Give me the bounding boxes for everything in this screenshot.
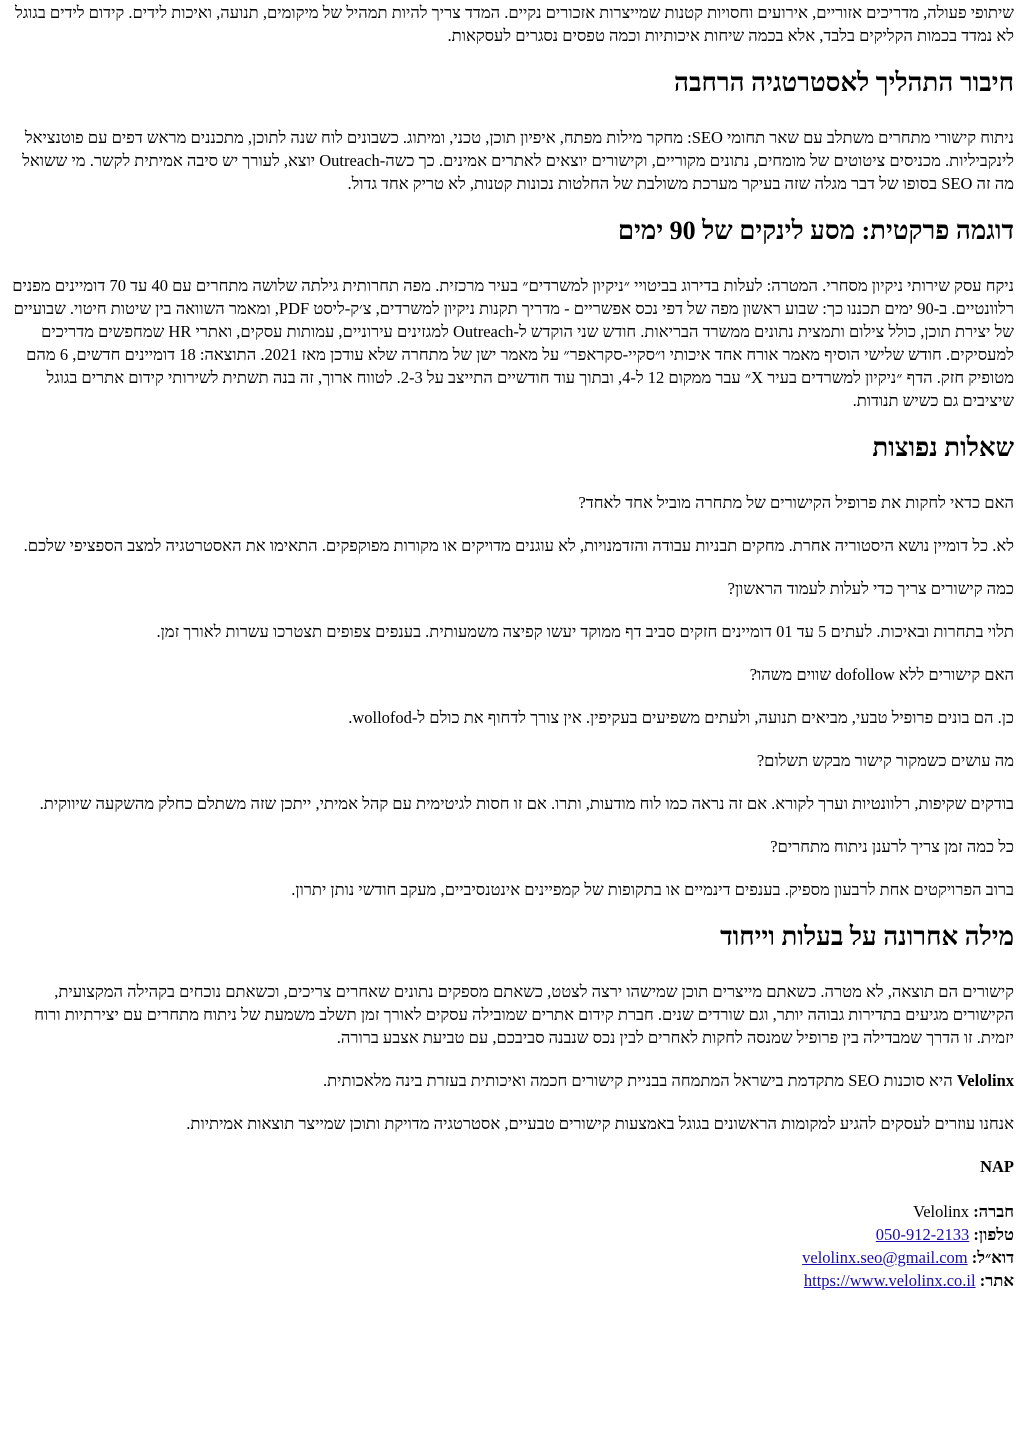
intro-paragraph: שיתופי פעולה, מדריכים אזוריים, אירועים וחסויות קטנות שמייצרות אזכורים נקיים. המדד צריך להיות תמהיל של מיקומים, תנועה, ואיכות לידים. קידום לידים בגוגל לא נמדד בכמות הקליקים בלבד, אלא בכמה שיחות איכותיות וכמה טפסים נסגרים לעסקאות. [14, 3, 1014, 45]
about-brand: Velolinx [956, 1071, 1014, 1090]
section-heading-integration: חיבור התהליך לאסטרטגיה הרחבה [674, 68, 1014, 97]
faq-answer-2: תלוי בתחרות ובאיכות. לעתים 5 עד 01 דומיינים חזקים סביב דף ממוקד יעשו קפיצה משמעותית. בענפים צפופים תצטרכו עשרות לאורך זמן. [156, 622, 1014, 641]
faq-answer-3: כן. הם בונים פרופיל טבעי, מביאים תנועה, ולעתים משפיעים בעקיפין. אין צורך לדחוף את כולם ל-wollofod. [348, 708, 1014, 727]
nap-email-label: דוא״ל: [971, 1248, 1014, 1267]
section-heading-closing: מילה אחרונה על בעלות וייחוד [720, 922, 1014, 951]
nap-site-label: אתר: [979, 1271, 1014, 1290]
about-text: היא סוכנות SEO מתקדמת בישראל המתמחה בבניית קישורים חכמה ואיכותית בעזרת בינה מלאכותית. [322, 1071, 957, 1090]
mission-paragraph: אנחנו עוזרים לעסקים להגיע למקומות הראשונים בגוגל באמצעות קישורים טבעיים, אסטרטגיה מדויקת ותוכן שמייצר תוצאות אמיתיות. [186, 1114, 1014, 1133]
faq-answer-5: ברוב הפרויקטים אחת לרבעון מספיק. בענפים דינמיים או בתקופות של קמפיינים אינטנסיביים, מעקב חודשי נותן יתרון. [291, 880, 1014, 899]
faq-question-1: האם כדאי לחקות את פרופיל הקישורים של מתחרה מוביל אחד לאחד? [578, 493, 1014, 512]
email-link[interactable]: velolinx.seo@gmail.com [802, 1248, 968, 1267]
faq-question-4: מה עושים כשמקור קישור מבקש תשלום? [756, 751, 1014, 770]
faq-answer-1: לא. כל דומיין נושא היסטוריה אחרת. מחקים תבניות עבודה והזדמנויות, לא עוגנים מדויקים או מקורות מפוקפקים. התאימו את האסטרטגיה למצב הספציפי שלכם. [23, 536, 1014, 555]
nap-company-label: חברה: [973, 1202, 1014, 1221]
nap-phone-row [10, 1223, 1014, 1246]
article-page [0, 1, 1024, 1292]
nap-company-row [10, 1200, 1014, 1223]
about-paragraph [10, 1069, 1014, 1092]
faq-answer-4: בודקים שקיפות, רלוונטיות וערך לקורא. אם זה נראה כמו לוח מודעות, ותרו. אם זו חסות לגיטימית עם קהל אמיתי, ייתכן שזה משתלם כחלק מהשקעה שיווקית. [39, 794, 1014, 813]
nap-email-row [10, 1246, 1014, 1269]
phone-link[interactable]: 050-912-2133 [875, 1225, 970, 1244]
nap-title: NAP [980, 1157, 1014, 1176]
nap-site-row [10, 1269, 1014, 1292]
section-heading-faq: שאלות נפוצות [872, 433, 1014, 462]
nap-company-value: Velolinx [913, 1202, 970, 1221]
faq-question-3: האם קישורים ללא dofollow שווים משהו? [749, 665, 1014, 684]
example-paragraph: ניקח עסק שירותי ניקיון מסחרי. המטרה: לעלות בדירוג בביטויי ״ניקיון למשרדים״ בעיר מרכזית. מפה תחרותית גילתה שלושה מתחרים עם 40 עד 70 דומיינים מפנים רלוונטיים. ב-90 ימים תכננו כך: שבוע ראשון מפה של דפי נכס אפשריים - מדריך תקנות ניקיון למשרדים, צ׳ק-ליסט PDF, ומאמר השוואה בין שיטות חיטוי. שבועיים של יצירת תוכן, כולל צילום ותמצית נתונים ממשרד הבריאות. חודש שני הוקדש ל-Outreach למגזינים עירוניים, עמותות עסקים, ואתרי HR שמחפשים מדריכים למעסיקים. חודש שלישי הוסיף מאמר אורח אחד איכותי ו״סקיי-סקראפר״ על מאמר ישן של מתחרה שלא עודכן מאז 2021. התוצאה: 18 דומיינים חדשים, 6 מהם מטופיק חזק. הדף ״ניקיון למשרדים בעיר X״ עבר ממקום 12 ל-4, ובתוך עוד חודשיים התייצב על 2-3. לטווח ארוך, זה בנה תשתית לשירותי קידום אתרים בגוגל שיציבים גם כשיש תנודות. [12, 276, 1014, 410]
nap-phone-label: טלפון: [973, 1225, 1014, 1244]
faq-question-5: כל כמה זמן צריך לרענן ניתוח מתחרים? [770, 837, 1014, 856]
section-heading-example: דוגמה פרקטית: מסע לינקים של 90 ימים [617, 216, 1014, 245]
website-link[interactable]: https://www.velolinx.co.il [803, 1271, 976, 1290]
integration-paragraph: ניתוח קישורי מתחרים משתלב עם שאר תחומי SEO: מחקר מילות מפתח, איפיון תוכן, טכני, ומיתוג. כשבונים לוח שנה לתוכן, מתכננים מראש דפים עם פוטנציאל לינקביליות. מכניסים ציטוטים של מומחים, נתונים מקוריים, וקישורים יוצאים לאתרים אמינים. כך כשה-Outreach יוצא, לעורך יש סיבה אמיתית לקשר. מי ששואל מה זה SEO בסופו של דבר מגלה שזה בעיקר מערכת משולבת של החלטות נכונות קטנות, לא טריק אחד גדול. [22, 128, 1014, 193]
faq-question-2: כמה קישורים צריך כדי לעלות לעמוד הראשון? [727, 579, 1014, 598]
closing-paragraph: קישורים הם תוצאה, לא מטרה. כשאתם מייצרים תוכן שמישהו ירצה לצטט, כשאתם מספקים נתונים שאחרים צריכים, וכשאתם נוכחים בקהילה המקצועית, הקישורים מגיעים בתדירות גבוהה יותר, וגם שורדים שנים. חברת קידום אתרים שמובילה עסקים לאורך זמן תשלב משמעת של ניתוח מתחרים עם יצירתיות ורוח יזמית. זו הדרך שמבדילה בין פרופיל שמנסה לחקות לאחרים לבין נכס שנבנה סביבכם, עם טביעת אצבע ברורה. [34, 982, 1014, 1047]
